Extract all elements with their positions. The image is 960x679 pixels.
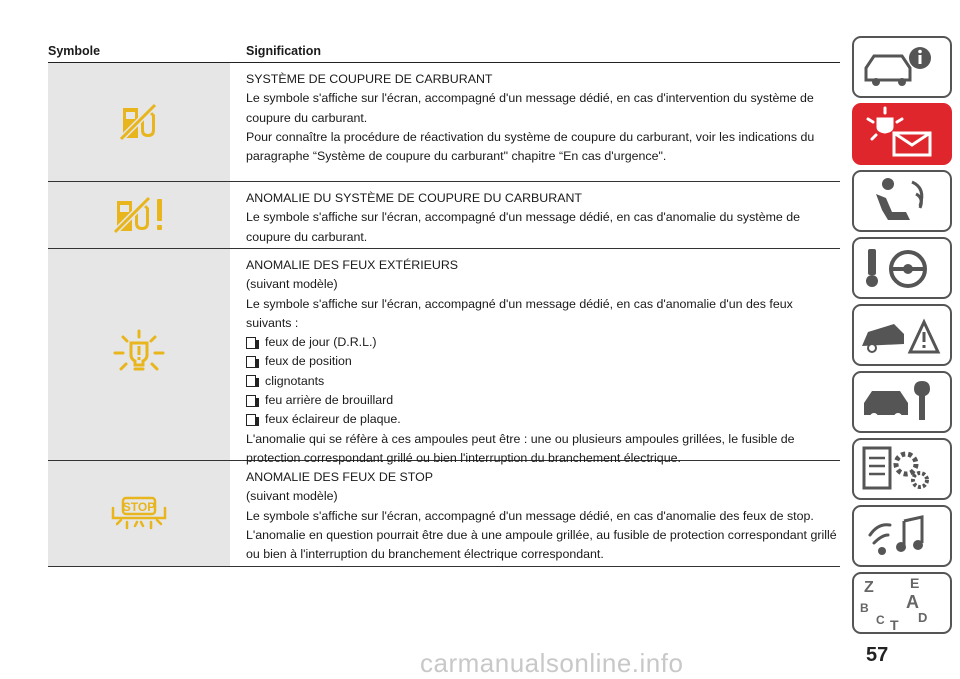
svg-text:B: B bbox=[860, 601, 869, 615]
sidebar-tab-index[interactable] bbox=[852, 572, 952, 634]
row-description bbox=[246, 461, 840, 571]
sidebar-tab-emergency[interactable] bbox=[852, 304, 952, 366]
list-item: clignotants bbox=[246, 372, 840, 391]
signal-table bbox=[48, 40, 840, 567]
symbol-cell bbox=[48, 182, 230, 248]
list-item: feux éclaireur de plaque. bbox=[246, 410, 840, 429]
sidebar-tab-car-info[interactable] bbox=[852, 36, 952, 98]
bullet-box-icon bbox=[246, 414, 256, 426]
row-title: ANOMALIE DES FEUX DE STOP bbox=[246, 470, 434, 484]
svg-text:Z: Z bbox=[864, 579, 874, 596]
technical-data-gears-icon bbox=[854, 440, 950, 498]
alphabetical-index-icon bbox=[854, 574, 950, 632]
table-row bbox=[48, 63, 840, 182]
table-row bbox=[48, 461, 840, 567]
svg-text:STOP: STOP bbox=[122, 499, 156, 514]
symbol-cell bbox=[48, 63, 230, 181]
sidebar-tab-driving[interactable] bbox=[852, 237, 952, 299]
car-accident-warning-icon bbox=[854, 306, 950, 364]
row-description bbox=[246, 182, 840, 254]
svg-text:E: E bbox=[910, 575, 920, 591]
exterior-light-fault-icon bbox=[111, 327, 167, 383]
multimedia-icon bbox=[854, 507, 950, 565]
bullet-box-icon bbox=[246, 337, 256, 349]
row-text: Le symbole s'affiche sur l'écran, accompagné d'un message dédié, en cas d'anomalie d'un des feux suivants : bbox=[246, 296, 793, 330]
fuel-cutoff-fault-icon bbox=[113, 195, 165, 235]
sidebar-tab-warning-lights[interactable] bbox=[852, 103, 952, 165]
seat-airbag-icon bbox=[854, 172, 950, 230]
row-text: (suivant modèle) bbox=[246, 489, 338, 504]
table-row bbox=[48, 182, 840, 249]
header-signification: Signification bbox=[246, 44, 321, 58]
row-title: ANOMALIE DES FEUX EXTÉRIEURS bbox=[246, 258, 459, 272]
row-description bbox=[246, 249, 840, 475]
row-text: Pour connaître la procédure de réactivation du système de coupure du carburant, voir les indications du paragraphe “Système de coupure du carburant" chapitre “En cas d'urgence". bbox=[246, 129, 815, 164]
row-text: Le symbole s'affiche sur l'écran, accompagné d'un message dédié, en cas d'anomalie des feux de stop. L'anomalie en question pourrait être due à une ampoule grillée, au fusible de protection correspondant grillé ou bien à l'interruption du branchement électrique correspondant. bbox=[246, 508, 837, 562]
row-text: L'anomalie qui se réfère à ces ampoules peut être : une ou plusieurs ampoules grillées, le fusible de protection correspondant grillé ou bien l'interruption du branchement électrique. bbox=[246, 431, 795, 465]
row-title: ANOMALIE DU SYSTÈME DE COUPURE DU CARBURANT bbox=[246, 191, 582, 205]
car-maintenance-icon bbox=[854, 373, 950, 431]
bullet-box-icon bbox=[246, 356, 256, 368]
svg-text:C: C bbox=[876, 613, 885, 627]
symbol-cell bbox=[48, 461, 230, 566]
fuel-cutoff-icon bbox=[119, 102, 159, 142]
sidebar-tab-multimedia[interactable] bbox=[852, 505, 952, 567]
header-symbole: Symbole bbox=[48, 44, 101, 58]
row-text: Le symbole s'affiche sur l'écran, accompagné d'un message dédié, en cas d'intervention du système de coupure du carburant. bbox=[246, 91, 814, 125]
watermark: carmanualsonline.info bbox=[420, 648, 684, 678]
stop-light-fault-icon bbox=[109, 496, 169, 532]
bullet-box-icon bbox=[246, 395, 256, 407]
svg-text:A: A bbox=[906, 592, 919, 612]
symbol-cell bbox=[48, 249, 230, 460]
car-info-icon bbox=[854, 38, 950, 96]
row-title: SYSTÈME DE COUPURE DE CARBURANT bbox=[246, 72, 493, 86]
row-text: (suivant modèle) bbox=[246, 277, 338, 292]
sidebar-tab-maintenance[interactable] bbox=[852, 371, 952, 433]
table-header bbox=[48, 40, 840, 63]
row-description bbox=[246, 63, 840, 173]
list-item: feu arrière de brouillard bbox=[246, 391, 840, 410]
svg-text:D: D bbox=[918, 610, 928, 625]
table-row bbox=[48, 249, 840, 465]
page-number: 57 bbox=[866, 644, 889, 666]
bullet-box-icon bbox=[246, 375, 256, 387]
row-text: Le symbole s'affiche sur l'écran, accompagné d'un message dédié, en cas d'anomalie du système de coupure du carburant. bbox=[246, 210, 801, 244]
list-item: feux de jour (D.R.L.) bbox=[246, 333, 840, 352]
svg-text:T: T bbox=[890, 617, 899, 632]
key-steering-wheel-icon bbox=[854, 239, 950, 297]
sidebar-tab-safety[interactable] bbox=[852, 170, 952, 232]
sidebar-tab-technical-data[interactable] bbox=[852, 438, 952, 500]
warning-light-message-icon bbox=[854, 105, 950, 163]
list-item: feux de position bbox=[246, 352, 840, 371]
